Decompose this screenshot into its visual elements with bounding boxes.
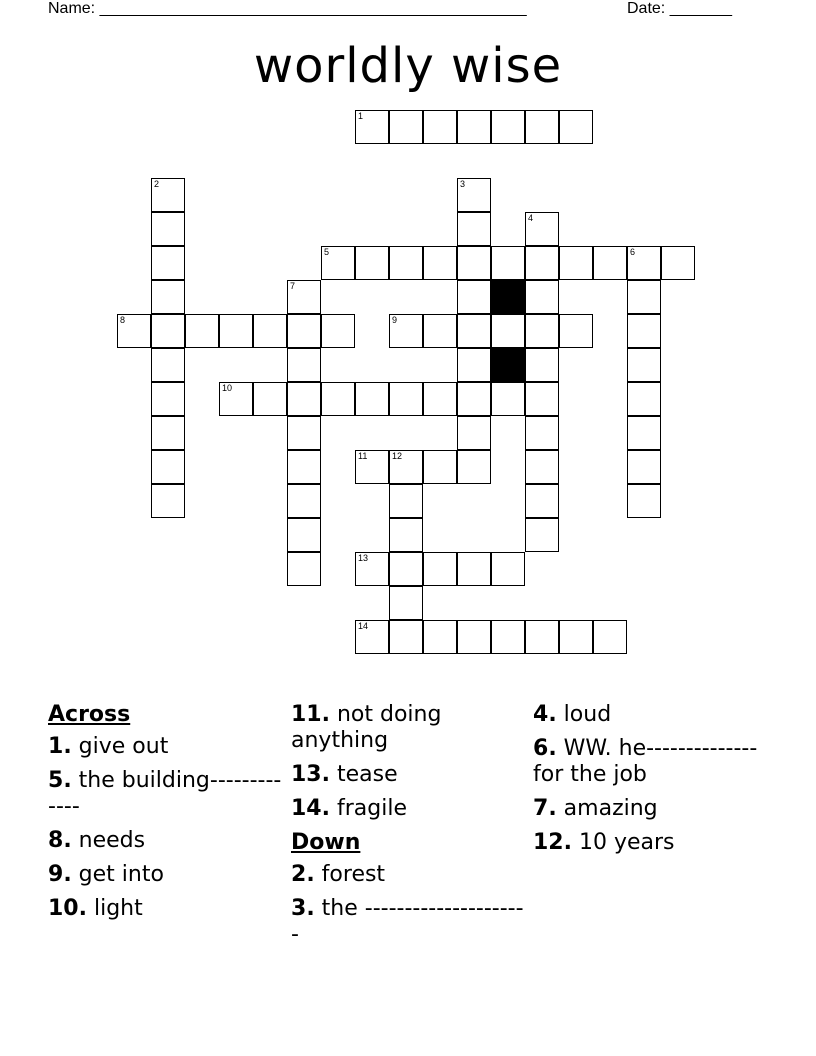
clue-across-10: 10. light xyxy=(48,896,143,921)
grid-cell[interactable] xyxy=(287,484,321,518)
grid-cell[interactable] xyxy=(525,450,559,484)
grid-cell[interactable] xyxy=(627,382,661,416)
clue-number: 3 xyxy=(460,179,466,189)
grid-cell[interactable] xyxy=(389,382,423,416)
grid-cell[interactable] xyxy=(525,484,559,518)
grid-cell[interactable] xyxy=(219,382,253,416)
clue-number: 5 xyxy=(324,247,330,257)
grid-cell[interactable] xyxy=(423,450,457,484)
clue-number: 12 xyxy=(392,451,403,461)
black-cell xyxy=(491,348,525,382)
grid-cell[interactable] xyxy=(151,246,185,280)
grid-cell[interactable] xyxy=(457,110,491,144)
grid-cell[interactable] xyxy=(355,620,389,654)
grid-cell[interactable] xyxy=(321,246,355,280)
grid-cell[interactable] xyxy=(525,382,559,416)
grid-cell[interactable] xyxy=(423,552,457,586)
grid-cell[interactable] xyxy=(253,382,287,416)
grid-cell[interactable] xyxy=(525,280,559,314)
clue-column-3 xyxy=(533,702,783,864)
grid-cell[interactable] xyxy=(151,382,185,416)
down-heading: Down xyxy=(291,830,361,855)
grid-cell[interactable] xyxy=(457,246,491,280)
clue-across-9: 9. get into xyxy=(48,862,164,887)
grid-cell[interactable] xyxy=(151,348,185,382)
grid-cell[interactable] xyxy=(151,416,185,450)
clue-column-1 xyxy=(48,702,286,930)
grid-cell[interactable] xyxy=(287,382,321,416)
clue-number: 10 xyxy=(222,383,233,393)
grid-cell[interactable] xyxy=(457,348,491,382)
grid-cell[interactable] xyxy=(321,314,355,348)
grid-cell[interactable] xyxy=(253,314,287,348)
grid-cell[interactable] xyxy=(491,552,525,586)
grid-cell[interactable] xyxy=(151,450,185,484)
name-field[interactable]: Name: ________________________________________________ xyxy=(48,0,527,17)
grid-cell[interactable] xyxy=(423,246,457,280)
grid-cell[interactable] xyxy=(457,620,491,654)
grid-cell[interactable] xyxy=(389,110,423,144)
grid-cell[interactable] xyxy=(491,620,525,654)
grid-cell[interactable] xyxy=(423,314,457,348)
grid-cell[interactable] xyxy=(593,246,627,280)
black-cell xyxy=(491,280,525,314)
clue-number: 1 xyxy=(358,111,364,121)
grid-cell[interactable] xyxy=(457,382,491,416)
clue-down-3: 3. the --------------------- xyxy=(291,896,524,947)
clue-down-6: 6. WW. he--------------for the job xyxy=(533,736,758,787)
across-heading: Across xyxy=(48,702,131,727)
grid-cell[interactable] xyxy=(117,314,151,348)
grid-cell[interactable] xyxy=(559,620,593,654)
clue-across-13: 13. tease xyxy=(291,762,398,787)
clue-number: 14 xyxy=(358,621,369,631)
grid-cell[interactable] xyxy=(525,416,559,450)
clue-number: 9 xyxy=(392,315,398,325)
clue-number: 8 xyxy=(120,315,126,325)
grid-cell[interactable] xyxy=(151,280,185,314)
clue-across-11: 11. not doing anything xyxy=(291,702,442,753)
grid-cell[interactable] xyxy=(287,416,321,450)
grid-cell[interactable] xyxy=(457,178,491,212)
grid-cell[interactable] xyxy=(627,484,661,518)
grid-cell[interactable] xyxy=(389,484,423,518)
grid-cell[interactable] xyxy=(389,314,423,348)
grid-cell[interactable] xyxy=(525,314,559,348)
clue-down-7: 7. amazing xyxy=(533,796,658,821)
grid-cell[interactable] xyxy=(219,314,253,348)
page-title: worldly wise xyxy=(253,38,563,94)
grid-cell[interactable] xyxy=(525,110,559,144)
grid-cell[interactable] xyxy=(457,416,491,450)
grid-cell[interactable] xyxy=(593,620,627,654)
grid-cell[interactable] xyxy=(457,314,491,348)
grid-cell[interactable] xyxy=(287,552,321,586)
grid-cell[interactable] xyxy=(491,246,525,280)
grid-cell[interactable] xyxy=(423,382,457,416)
grid-cell[interactable] xyxy=(627,450,661,484)
grid-cell[interactable] xyxy=(525,620,559,654)
clue-across-1: 1. give out xyxy=(48,734,169,759)
grid-cell[interactable] xyxy=(525,518,559,552)
clue-number: 2 xyxy=(154,179,160,189)
grid-cell[interactable] xyxy=(287,518,321,552)
grid-cell[interactable] xyxy=(389,518,423,552)
grid-cell[interactable] xyxy=(627,280,661,314)
clue-number: 11 xyxy=(358,451,368,461)
clue-across-14: 14. fragile xyxy=(291,796,407,821)
grid-cell[interactable] xyxy=(389,620,423,654)
grid-cell[interactable] xyxy=(151,178,185,212)
grid-cell[interactable] xyxy=(559,110,593,144)
grid-cell[interactable] xyxy=(661,246,695,280)
grid-cell[interactable] xyxy=(287,280,321,314)
grid-cell[interactable] xyxy=(627,416,661,450)
grid-cell[interactable] xyxy=(151,314,185,348)
grid-cell[interactable] xyxy=(457,552,491,586)
grid-cell[interactable] xyxy=(355,246,389,280)
grid-cell[interactable] xyxy=(457,450,491,484)
grid-cell[interactable] xyxy=(423,110,457,144)
clue-number: 4 xyxy=(528,213,534,223)
clue-down-4: 4. loud xyxy=(533,702,612,727)
grid-cell[interactable] xyxy=(627,314,661,348)
grid-cell[interactable] xyxy=(457,212,491,246)
grid-cell[interactable] xyxy=(355,382,389,416)
clue-column-2 xyxy=(291,702,529,956)
grid-cell[interactable] xyxy=(457,280,491,314)
grid-cell[interactable] xyxy=(627,246,661,280)
grid-cell[interactable] xyxy=(491,314,525,348)
grid-cell[interactable] xyxy=(559,314,593,348)
grid-cell[interactable] xyxy=(389,246,423,280)
grid-cell[interactable] xyxy=(355,110,389,144)
grid-cell[interactable] xyxy=(525,212,559,246)
clue-across-8: 8. needs xyxy=(48,828,146,853)
grid-cell[interactable] xyxy=(321,382,355,416)
grid-cell[interactable] xyxy=(491,110,525,144)
clue-down-12: 12. 10 years xyxy=(533,830,675,855)
grid-cell[interactable] xyxy=(423,620,457,654)
clue-number: 13 xyxy=(358,553,369,563)
grid-cell[interactable] xyxy=(355,552,389,586)
clue-down-2: 2. forest xyxy=(291,862,386,887)
clue-number: 6 xyxy=(630,247,636,257)
grid-cell[interactable] xyxy=(491,382,525,416)
grid-cell[interactable] xyxy=(525,348,559,382)
grid-cell[interactable] xyxy=(389,450,423,484)
grid-cell[interactable] xyxy=(355,450,389,484)
clue-number: 7 xyxy=(290,281,296,291)
grid-cell[interactable] xyxy=(151,484,185,518)
grid-cell[interactable] xyxy=(287,450,321,484)
grid-cell[interactable] xyxy=(559,246,593,280)
grid-cell[interactable] xyxy=(525,246,559,280)
grid-cell[interactable] xyxy=(287,314,321,348)
date-field[interactable]: Date: _______ xyxy=(627,0,732,17)
grid-cell[interactable] xyxy=(389,552,423,586)
clue-across-5: 5. the building------------- xyxy=(48,768,282,819)
grid-cell[interactable] xyxy=(389,586,423,620)
grid-cell[interactable] xyxy=(185,314,219,348)
grid-cell[interactable] xyxy=(151,212,185,246)
grid-cell[interactable] xyxy=(627,348,661,382)
grid-cell[interactable] xyxy=(287,348,321,382)
